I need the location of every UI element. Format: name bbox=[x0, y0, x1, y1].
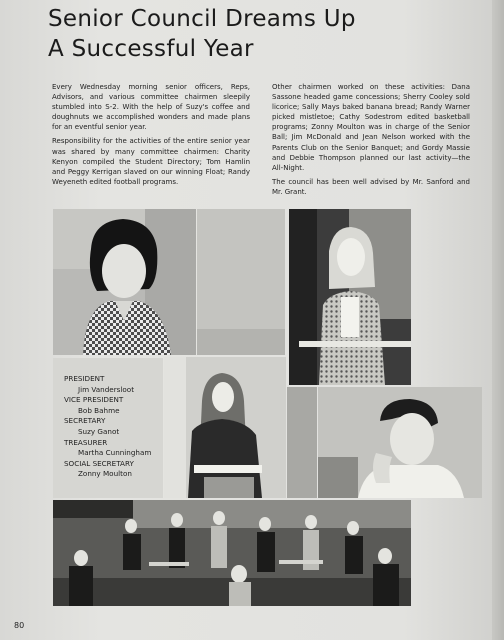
officers-list bbox=[53, 358, 163, 498]
office-title: TREASURER bbox=[64, 437, 108, 447]
paragraph: The council has been well advised by Mr. Sanford and Mr. Grant. bbox=[272, 177, 470, 196]
paragraph: Responsibility for the activities of the entire senior year was shared by many committee chairmen: Charity Kenyon compiled the Student Directory; Tom Hamlin and Peggy Kerrigan slaved on our winning Float; Randy Weyeneth edited football programs. bbox=[52, 137, 250, 186]
photo-strip bbox=[287, 387, 317, 498]
paragraph: Other chairmen worked on these activities: Dana Sassone headed game concessions; Sherry Cooley sold licorice; Sally Mays baked banana bread; Randy Warner picked mistletoe; Cathy Sodestrom edited basketball programs; Zonny Moulton was in charge of the Senior Ball; Jim McDonald and Jean Nelson worked with the Parents Club on the Senior Banquet; and Gordy Massie and Debbie Thompson planned our last activity—the All-Night. bbox=[272, 83, 470, 172]
photo-boy-thinking bbox=[318, 387, 482, 498]
photo-girl-reading bbox=[164, 357, 286, 498]
photo-council-meeting bbox=[53, 500, 411, 606]
photo-girl-checkered-jacket bbox=[53, 209, 196, 355]
page-number: 80 bbox=[14, 621, 25, 630]
office-title: PRESIDENT bbox=[64, 374, 105, 383]
office-title: SECRETARY bbox=[64, 416, 106, 426]
officer-name: Jim Vandersloot bbox=[78, 384, 135, 394]
body-column-right bbox=[272, 82, 470, 201]
officer-name: Bob Bahme bbox=[78, 405, 120, 415]
officer-name: Martha Cunningham bbox=[78, 448, 152, 458]
photo-girl-at-desk bbox=[289, 209, 411, 385]
title-line-2: A Successful Year bbox=[48, 36, 254, 62]
officer-name: Suzy Ganot bbox=[78, 426, 120, 436]
office-title: SOCIAL SECRETARY bbox=[64, 458, 134, 468]
officer-name: Zonny Moulton bbox=[78, 469, 132, 479]
photo-classroom-wall bbox=[197, 209, 285, 355]
title-line-1: Senior Council Dreams Up bbox=[48, 6, 356, 32]
office-title: VICE PRESIDENT bbox=[64, 395, 124, 405]
paragraph: Every Wednesday morning senior officers, Reps, Advisors, and various committee chairmen sleepily stumbled into S-2. With the help of Suzy's coffee and doughnuts we accomplished wonders and made plans for an eventful senior year. bbox=[52, 83, 250, 132]
page-title bbox=[48, 4, 468, 64]
page-gutter-shadow bbox=[492, 0, 504, 640]
body-column-left bbox=[52, 82, 250, 191]
